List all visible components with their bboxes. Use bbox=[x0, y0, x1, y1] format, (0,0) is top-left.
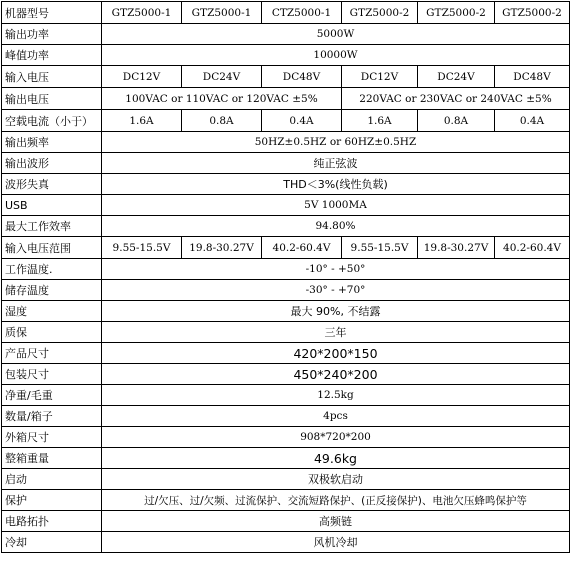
table-row-work-temp bbox=[2, 259, 570, 280]
row-label: 最大工作效率 bbox=[2, 216, 102, 237]
model-cell: GTZ5000-2 bbox=[418, 2, 495, 24]
row-label: 保护 bbox=[2, 490, 102, 511]
row-value: 5V 1000MA bbox=[102, 195, 570, 216]
model-cell: GTZ5000-1 bbox=[102, 2, 182, 24]
table-row-output-voltage bbox=[2, 88, 570, 110]
model-cell: GTZ5000-2 bbox=[495, 2, 570, 24]
row-value: 49.6kg bbox=[102, 448, 570, 469]
noload-current-cell: 1.6A bbox=[102, 110, 182, 132]
input-range-cell: 40.2-60.4V bbox=[262, 237, 342, 259]
model-cell: CTZ5000-1 bbox=[262, 2, 342, 24]
row-label: 产品尺寸 bbox=[2, 343, 102, 364]
table-row-output-power bbox=[2, 24, 570, 45]
row-value: 双极软启动 bbox=[102, 469, 570, 490]
row-label: 输入电压 bbox=[2, 66, 102, 88]
row-label: 电路拓扑 bbox=[2, 511, 102, 532]
input-voltage-cell: DC48V bbox=[495, 66, 570, 88]
table-row-usb bbox=[2, 195, 570, 216]
model-cell: GTZ5000-2 bbox=[342, 2, 418, 24]
row-label: 质保 bbox=[2, 322, 102, 343]
row-label: 输出波形 bbox=[2, 153, 102, 174]
row-label: USB bbox=[2, 195, 102, 216]
row-value: 10000W bbox=[102, 45, 570, 66]
row-value: 12.5kg bbox=[102, 385, 570, 406]
output-voltage-cell: 220VAC or 230VAC or 240VAC ±5% bbox=[342, 88, 570, 110]
row-value: 908*720*200 bbox=[102, 427, 570, 448]
table-row-peak-power bbox=[2, 45, 570, 66]
input-voltage-cell: DC24V bbox=[418, 66, 495, 88]
row-label: 波形失真 bbox=[2, 174, 102, 195]
table-row-product-size bbox=[2, 343, 570, 364]
row-label: 储存温度 bbox=[2, 280, 102, 301]
input-range-cell: 19.8-30.27V bbox=[418, 237, 495, 259]
row-value: -10° - +50° bbox=[102, 259, 570, 280]
input-range-cell: 9.55-15.5V bbox=[102, 237, 182, 259]
table-row-input-voltage bbox=[2, 66, 570, 88]
row-label: 外箱尺寸 bbox=[2, 427, 102, 448]
noload-current-cell: 0.4A bbox=[495, 110, 570, 132]
noload-current-cell: 0.8A bbox=[418, 110, 495, 132]
row-label: 净重/毛重 bbox=[2, 385, 102, 406]
row-value: 420*200*150 bbox=[102, 343, 570, 364]
row-value: THD＜3%(线性负载) bbox=[102, 174, 570, 195]
model-label: 机器型号 bbox=[2, 2, 102, 24]
input-voltage-cell: DC12V bbox=[342, 66, 418, 88]
table-row-output-frequency bbox=[2, 132, 570, 153]
table-row-warranty bbox=[2, 322, 570, 343]
noload-current-cell: 1.6A bbox=[342, 110, 418, 132]
row-label: 峰值功率 bbox=[2, 45, 102, 66]
input-voltage-cell: DC12V bbox=[102, 66, 182, 88]
table-row-efficiency bbox=[2, 216, 570, 237]
row-label: 输出电压 bbox=[2, 88, 102, 110]
input-range-cell: 19.8-30.27V bbox=[182, 237, 262, 259]
row-label: 数量/箱子 bbox=[2, 406, 102, 427]
table-row-carton-size bbox=[2, 427, 570, 448]
table-row-topology bbox=[2, 511, 570, 532]
table-row-cooling bbox=[2, 532, 570, 553]
table-row-storage-temp bbox=[2, 280, 570, 301]
input-range-cell: 40.2-60.4V bbox=[495, 237, 570, 259]
row-label: 输出功率 bbox=[2, 24, 102, 45]
row-label: 输出频率 bbox=[2, 132, 102, 153]
row-value: -30° - +70° bbox=[102, 280, 570, 301]
table-row-waveform bbox=[2, 153, 570, 174]
spec-table bbox=[1, 1, 570, 553]
row-label: 包装尺寸 bbox=[2, 364, 102, 385]
table-row-weight bbox=[2, 385, 570, 406]
row-label: 输入电压范围 bbox=[2, 237, 102, 259]
table-row-noload-current bbox=[2, 110, 570, 132]
table-row-distortion bbox=[2, 174, 570, 195]
table-row-qty-box bbox=[2, 406, 570, 427]
row-value: 高频链 bbox=[102, 511, 570, 532]
row-value: 纯正弦波 bbox=[102, 153, 570, 174]
table-row-package-size bbox=[2, 364, 570, 385]
table-row-protection bbox=[2, 490, 570, 511]
table-row-carton-weight bbox=[2, 448, 570, 469]
noload-current-cell: 0.8A bbox=[182, 110, 262, 132]
row-value: 风机冷却 bbox=[102, 532, 570, 553]
row-value: 5000W bbox=[102, 24, 570, 45]
output-voltage-cell: 100VAC or 110VAC or 120VAC ±5% bbox=[102, 88, 342, 110]
input-range-cell: 9.55-15.5V bbox=[342, 237, 418, 259]
input-voltage-cell: DC48V bbox=[262, 66, 342, 88]
row-label: 冷却 bbox=[2, 532, 102, 553]
input-voltage-cell: DC24V bbox=[182, 66, 262, 88]
row-value: 50HZ±0.5HZ or 60HZ±0.5HZ bbox=[102, 132, 570, 153]
row-value: 三年 bbox=[102, 322, 570, 343]
row-label: 空载电流（小于） bbox=[2, 110, 102, 132]
model-cell: GTZ5000-1 bbox=[182, 2, 262, 24]
noload-current-cell: 0.4A bbox=[262, 110, 342, 132]
row-label: 整箱重量 bbox=[2, 448, 102, 469]
table-row-model bbox=[2, 2, 570, 24]
row-label: 湿度 bbox=[2, 301, 102, 322]
table-row-humidity bbox=[2, 301, 570, 322]
row-value: 4pcs bbox=[102, 406, 570, 427]
row-label: 启动 bbox=[2, 469, 102, 490]
row-label: 工作温度. bbox=[2, 259, 102, 280]
row-value: 过/欠压、过/欠频、过流保护、交流短路保护、(正反接保护)、电池欠压蜂鸣保护等 bbox=[102, 490, 570, 511]
table-row-startup bbox=[2, 469, 570, 490]
row-value: 最大 90%, 不结露 bbox=[102, 301, 570, 322]
row-value: 94.80% bbox=[102, 216, 570, 237]
row-value: 450*240*200 bbox=[102, 364, 570, 385]
table-row-input-range bbox=[2, 237, 570, 259]
